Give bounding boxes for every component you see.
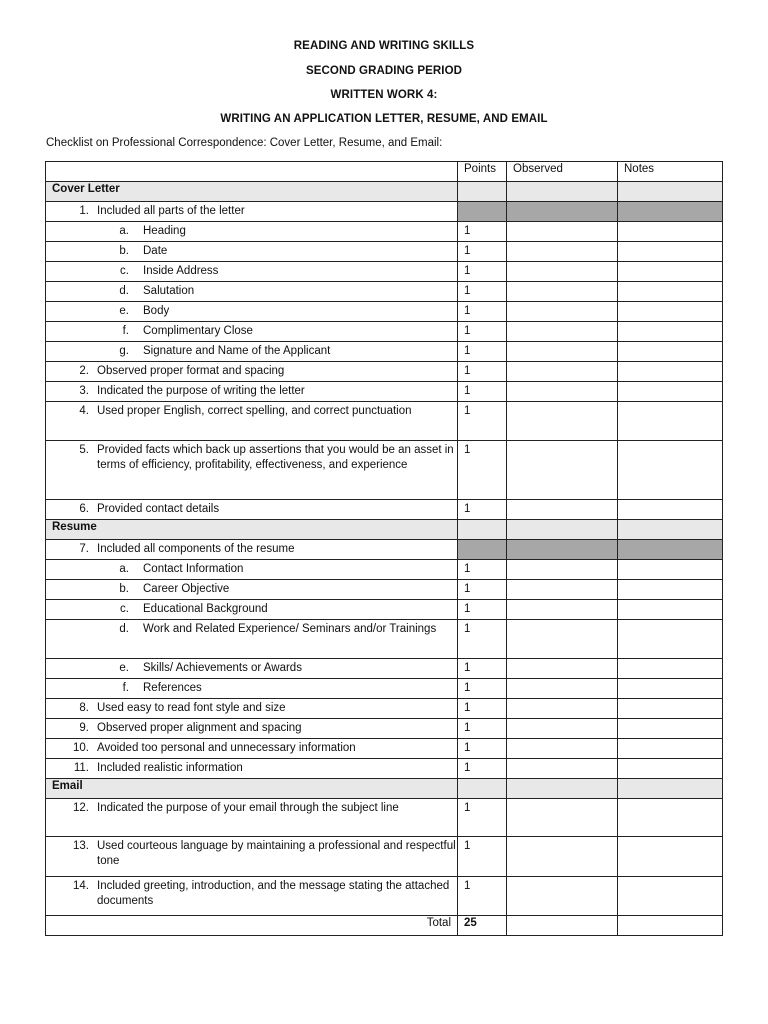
notes-cell	[618, 739, 723, 759]
notes-cell	[618, 877, 723, 916]
criterion-cell	[46, 402, 458, 441]
points-cell	[458, 382, 507, 402]
criterion-number: g.	[119, 345, 129, 357]
notes-cell	[618, 719, 723, 739]
points-cell	[458, 659, 507, 679]
criterion	[46, 222, 457, 241]
criterion-cell	[46, 202, 458, 222]
points-value: 1	[464, 385, 471, 397]
notes-cell	[618, 202, 723, 222]
criterion	[46, 659, 457, 678]
checklist-row	[46, 659, 723, 679]
criterion-text: Date	[143, 245, 168, 257]
points-cell	[458, 560, 507, 580]
criterion-text: Used easy to read font style and size	[97, 702, 286, 714]
notes-cell	[618, 342, 723, 362]
criterion	[46, 877, 457, 911]
section-label: Cover Letter	[46, 182, 458, 202]
criterion-cell	[46, 600, 458, 620]
observed-cell	[507, 877, 618, 916]
observed-cell	[507, 699, 618, 719]
criterion	[46, 441, 457, 475]
criterion	[46, 580, 457, 599]
criterion-text: Observed proper alignment and spacing	[97, 722, 302, 734]
criterion	[46, 302, 457, 321]
observed-cell	[507, 222, 618, 242]
checklist-row	[46, 620, 723, 659]
criterion-cell	[46, 620, 458, 659]
points-value: 1	[464, 702, 471, 714]
observed-cell	[507, 560, 618, 580]
notes-cell	[618, 282, 723, 302]
points-value: 1	[464, 225, 471, 237]
criterion-cell	[46, 699, 458, 719]
criterion-cell	[46, 877, 458, 916]
notes-cell	[618, 799, 723, 837]
checklist-row	[46, 262, 723, 282]
points-cell	[458, 580, 507, 600]
checklist-row	[46, 202, 723, 222]
observed-cell	[507, 322, 618, 342]
criterion-cell	[46, 560, 458, 580]
notes-cell	[618, 322, 723, 342]
observed-cell	[507, 739, 618, 759]
observed-cell	[507, 799, 618, 837]
criterion-number: b.	[119, 245, 129, 257]
criterion-cell	[46, 242, 458, 262]
checklist-row	[46, 759, 723, 779]
criterion-number: 12.	[73, 802, 89, 814]
points-cell	[458, 799, 507, 837]
checklist-row	[46, 679, 723, 699]
checklist-row	[46, 342, 723, 362]
checklist-row	[46, 242, 723, 262]
points-value: 1	[464, 503, 471, 515]
criterion	[46, 620, 457, 639]
points-value: 1	[464, 603, 471, 615]
notes-cell	[618, 620, 723, 659]
criterion-text: Signature and Name of the Applicant	[143, 345, 331, 357]
checklist-row	[46, 441, 723, 500]
criterion-cell	[46, 441, 458, 500]
criterion	[46, 262, 457, 281]
points-value: 1	[464, 345, 471, 357]
grading-period: SECOND GRADING PERIOD	[305, 65, 463, 77]
points-cell	[458, 322, 507, 342]
notes-cell	[618, 916, 723, 936]
notes-cell	[618, 779, 723, 799]
criterion-cell	[46, 659, 458, 679]
notes-cell	[618, 679, 723, 699]
criterion	[46, 382, 457, 401]
criterion-number: 7.	[79, 543, 89, 555]
criterion-number: f.	[122, 682, 129, 694]
criterion-cell	[46, 222, 458, 242]
notes-cell	[618, 182, 723, 202]
observed-cell	[507, 362, 618, 382]
criterion	[46, 242, 457, 261]
total-points: 25	[458, 916, 507, 936]
points-value: 1	[464, 245, 471, 257]
section-row	[46, 182, 723, 202]
criterion-number: c.	[120, 603, 129, 615]
points-cell	[458, 600, 507, 620]
table-header-row	[46, 162, 723, 182]
criterion-text: Heading	[143, 225, 186, 237]
observed-cell	[507, 916, 618, 936]
criterion	[46, 322, 457, 341]
points-value: 1	[464, 325, 471, 337]
notes-cell	[618, 520, 723, 540]
criterion-number: a.	[119, 225, 129, 237]
points-cell	[458, 182, 507, 202]
observed-cell	[507, 182, 618, 202]
criterion-cell	[46, 719, 458, 739]
total-row	[46, 916, 723, 936]
points-value: 1	[464, 682, 471, 694]
points-value: 1	[464, 722, 471, 734]
points-cell	[458, 222, 507, 242]
notes-cell	[618, 659, 723, 679]
criterion-cell	[46, 837, 458, 877]
points-value: 1	[464, 583, 471, 595]
criterion	[46, 342, 457, 361]
points-cell	[458, 282, 507, 302]
points-cell	[458, 699, 507, 719]
criterion-text: Included all components of the resume	[97, 543, 295, 555]
criterion-number: 10.	[73, 742, 89, 754]
criterion-cell	[46, 759, 458, 779]
criterion-number: 1.	[79, 205, 89, 217]
criterion-text: Used proper English, correct spelling, and correct punctuation	[97, 405, 412, 417]
observed-cell	[507, 580, 618, 600]
header-notes: Notes	[618, 162, 723, 182]
points-cell	[458, 342, 507, 362]
points-cell	[458, 877, 507, 916]
points-cell	[458, 779, 507, 799]
criterion-number: 13.	[73, 840, 89, 852]
checklist-row	[46, 719, 723, 739]
observed-cell	[507, 242, 618, 262]
criterion	[46, 202, 457, 221]
criterion	[46, 500, 457, 519]
criterion-text: Educational Background	[143, 603, 268, 615]
task-title: WRITING AN APPLICATION LETTER, RESUME, AND EMAIL	[220, 113, 548, 125]
checklist-row	[46, 302, 723, 322]
checklist-row	[46, 580, 723, 600]
observed-cell	[507, 441, 618, 500]
criterion-text: Indicated the purpose of your email through the subject line	[97, 802, 399, 814]
checklist-row	[46, 322, 723, 342]
checklist-row	[46, 739, 723, 759]
checklist-row	[46, 382, 723, 402]
criterion-cell	[46, 322, 458, 342]
observed-cell	[507, 540, 618, 560]
criterion-cell	[46, 580, 458, 600]
criterion-cell	[46, 382, 458, 402]
criterion-text: Inside Address	[143, 265, 219, 277]
criterion-cell	[46, 302, 458, 322]
observed-cell	[507, 202, 618, 222]
criterion-text: Career Objective	[143, 583, 230, 595]
criterion	[46, 739, 457, 758]
notes-cell	[618, 402, 723, 441]
criterion-cell	[46, 679, 458, 699]
points-value: 1	[464, 285, 471, 297]
points-cell	[458, 759, 507, 779]
section-label: Email	[46, 779, 458, 799]
criterion-number: 9.	[79, 722, 89, 734]
criterion-cell	[46, 262, 458, 282]
section-row	[46, 520, 723, 540]
criterion-number: 8.	[79, 702, 89, 714]
criterion-cell	[46, 282, 458, 302]
criterion-text: Complimentary Close	[143, 325, 253, 337]
points-cell	[458, 441, 507, 500]
criterion-text: Provided facts which back up assertions that you would be an asset in terms of efficiency, profitability, effectiveness, and experience	[97, 444, 454, 471]
observed-cell	[507, 282, 618, 302]
checklist-row	[46, 540, 723, 560]
observed-cell	[507, 719, 618, 739]
criterion-cell	[46, 799, 458, 837]
criterion-number: c.	[120, 265, 129, 277]
observed-cell	[507, 837, 618, 877]
notes-cell	[618, 222, 723, 242]
points-cell	[458, 500, 507, 520]
points-cell	[458, 679, 507, 699]
notes-cell	[618, 382, 723, 402]
criterion-text: Provided contact details	[97, 503, 220, 515]
notes-cell	[618, 580, 723, 600]
observed-cell	[507, 759, 618, 779]
observed-cell	[507, 679, 618, 699]
criterion-text: Included greeting, introduction, and the message stating the attached documents	[97, 880, 450, 907]
checklist-row	[46, 799, 723, 837]
header-item	[46, 162, 458, 182]
criterion-cell	[46, 540, 458, 560]
points-cell	[458, 262, 507, 282]
criterion	[46, 282, 457, 301]
notes-cell	[618, 560, 723, 580]
criterion-text: Observed proper format and spacing	[97, 365, 285, 377]
points-value: 1	[464, 840, 471, 852]
criterion	[46, 560, 457, 579]
observed-cell	[507, 402, 618, 441]
criterion-text: Indicated the purpose of writing the letter	[97, 385, 305, 397]
criterion	[46, 719, 457, 738]
total-label: Total	[46, 916, 458, 936]
checklist-row	[46, 600, 723, 620]
points-value: 1	[464, 444, 471, 456]
checklist-row	[46, 560, 723, 580]
points-value: 1	[464, 563, 471, 575]
points-value: 1	[464, 365, 471, 377]
points-cell	[458, 540, 507, 560]
criterion	[46, 759, 457, 778]
observed-cell	[507, 520, 618, 540]
notes-cell	[618, 699, 723, 719]
criterion-text: Salutation	[143, 285, 195, 297]
points-value: 1	[464, 662, 471, 674]
criterion-number: b.	[119, 583, 129, 595]
checklist-row	[46, 699, 723, 719]
criterion-text: Used courteous language by maintaining a professional and respectful tone	[97, 840, 456, 867]
observed-cell	[507, 659, 618, 679]
criterion	[46, 799, 457, 818]
observed-cell	[507, 779, 618, 799]
criterion-number: 11.	[73, 762, 89, 774]
checklist-row	[46, 402, 723, 441]
criterion-cell	[46, 500, 458, 520]
notes-cell	[618, 302, 723, 322]
written-work-title: WRITTEN WORK 4:	[330, 89, 438, 101]
criterion	[46, 600, 457, 619]
checklist-row	[46, 362, 723, 382]
notes-cell	[618, 262, 723, 282]
criterion	[46, 402, 457, 421]
observed-cell	[507, 620, 618, 659]
points-value: 1	[464, 880, 471, 892]
observed-cell	[507, 342, 618, 362]
points-cell	[458, 302, 507, 322]
points-cell	[458, 620, 507, 659]
observed-cell	[507, 600, 618, 620]
criterion-text: References	[143, 682, 202, 694]
criterion-number: e.	[119, 305, 129, 317]
criterion-cell	[46, 362, 458, 382]
criterion-number: 6.	[79, 503, 89, 515]
criterion	[46, 362, 457, 381]
checklist-row	[46, 282, 723, 302]
header-observed: Observed	[507, 162, 618, 182]
points-cell	[458, 719, 507, 739]
section-row	[46, 779, 723, 799]
points-value: 1	[464, 802, 471, 814]
criterion-cell	[46, 342, 458, 362]
points-cell	[458, 242, 507, 262]
criterion-text: Avoided too personal and unnecessary information	[97, 742, 356, 754]
checklist-intro: Checklist on Professional Correspondence: Cover Letter, Resume, and Email:	[46, 137, 443, 149]
points-value: 1	[464, 265, 471, 277]
notes-cell	[618, 242, 723, 262]
notes-cell	[618, 540, 723, 560]
points-value: 1	[464, 742, 471, 754]
points-value: 1	[464, 305, 471, 317]
criterion-number: d.	[119, 285, 129, 297]
observed-cell	[507, 262, 618, 282]
observed-cell	[507, 382, 618, 402]
criterion-number: e.	[119, 662, 129, 674]
criterion-number: a.	[119, 563, 129, 575]
notes-cell	[618, 837, 723, 877]
criterion-text: Skills/ Achievements or Awards	[143, 662, 302, 674]
checklist-row	[46, 837, 723, 877]
criterion-text: Included realistic information	[97, 762, 243, 774]
checklist-row	[46, 877, 723, 916]
notes-cell	[618, 441, 723, 500]
criterion-number: 2.	[79, 365, 89, 377]
notes-cell	[618, 500, 723, 520]
criterion-number: 4.	[79, 405, 89, 417]
checklist-row	[46, 222, 723, 242]
header-points: Points	[458, 162, 507, 182]
notes-cell	[618, 600, 723, 620]
criterion-text: Contact Information	[143, 563, 244, 575]
criterion	[46, 540, 457, 559]
notes-cell	[618, 759, 723, 779]
criterion-cell	[46, 739, 458, 759]
criterion-text: Included all parts of the letter	[97, 205, 245, 217]
criterion-number: f.	[122, 325, 129, 337]
criterion-number: d.	[119, 623, 129, 635]
points-cell	[458, 739, 507, 759]
criterion-number: 3.	[79, 385, 89, 397]
points-cell	[458, 402, 507, 441]
criterion-text: Work and Related Experience/ Seminars and/or Trainings	[143, 623, 437, 635]
points-value: 1	[464, 623, 471, 635]
points-cell	[458, 362, 507, 382]
points-cell	[458, 202, 507, 222]
points-value: 1	[464, 762, 471, 774]
observed-cell	[507, 500, 618, 520]
checklist-table	[45, 161, 723, 936]
document-subject: READING AND WRITING SKILLS	[293, 40, 475, 52]
criterion	[46, 837, 457, 871]
observed-cell	[507, 302, 618, 322]
points-cell	[458, 520, 507, 540]
criterion-text: Body	[143, 305, 170, 317]
section-label: Resume	[46, 520, 458, 540]
points-value: 1	[464, 405, 471, 417]
criterion-number: 14.	[73, 880, 89, 892]
points-cell	[458, 837, 507, 877]
criterion	[46, 679, 457, 698]
checklist-row	[46, 500, 723, 520]
criterion-number: 5.	[79, 444, 89, 456]
notes-cell	[618, 362, 723, 382]
criterion	[46, 699, 457, 718]
